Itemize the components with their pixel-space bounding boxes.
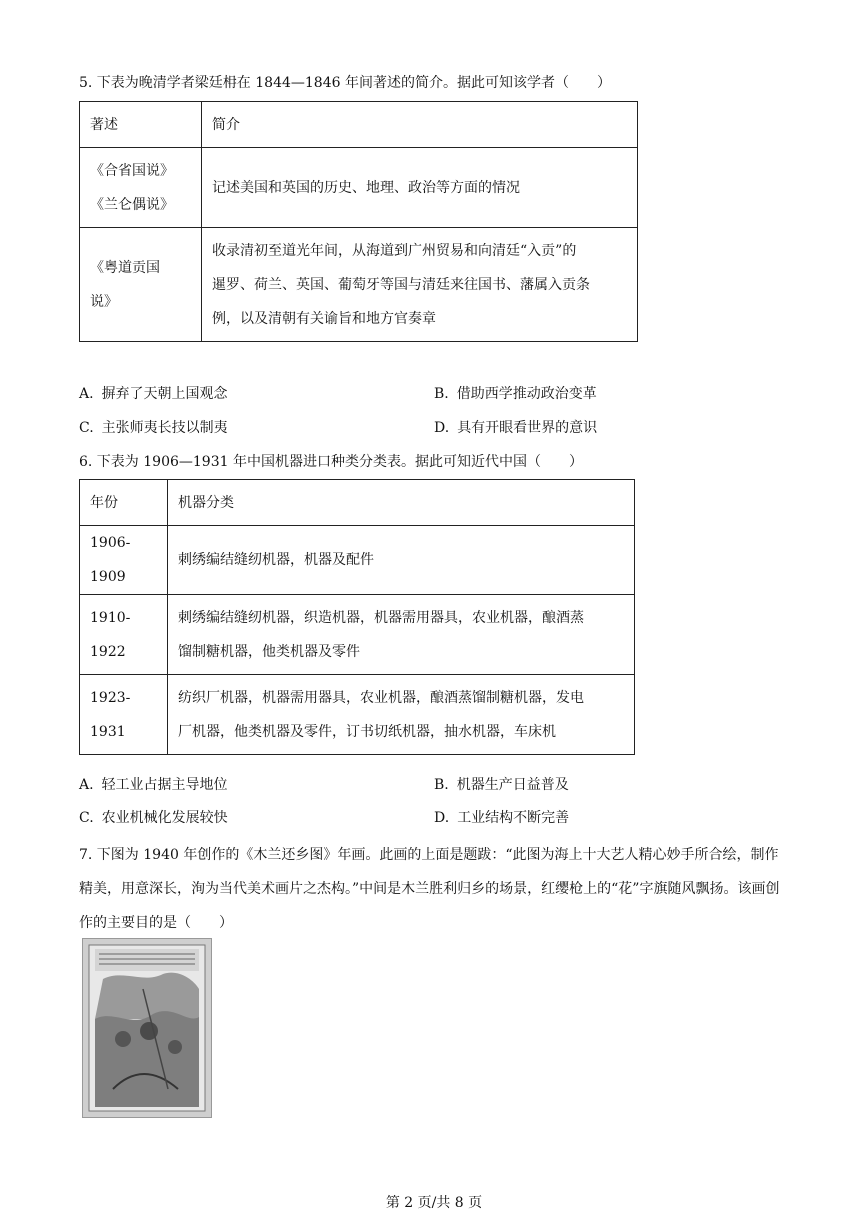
- q5-row2-desc: [202, 228, 638, 342]
- cell-line: 《兰仑偶说》: [90, 196, 174, 213]
- table-row: [80, 102, 638, 148]
- option-letter: C.: [79, 810, 94, 826]
- cell-line: 《合省国说》: [90, 162, 174, 179]
- q5-option-a[interactable]: [79, 384, 228, 404]
- cell-line: 暹罗、荷兰、英国、葡萄牙等国与清廷来往国书、藩属入贡条: [212, 276, 590, 293]
- page-number: 第 2 页/共 8 页: [385, 1195, 483, 1211]
- option-letter: A.: [79, 386, 94, 402]
- cell-line: 刺绣编结缝纫机器，机器及配件: [178, 552, 374, 568]
- q6-row1-year: 1906-1909: [80, 526, 168, 595]
- q6-stem: 6. 下表为 1906—1931 年中国机器进口种类分类表。据此可知近代中国（ ）: [79, 454, 583, 470]
- cell-line: 《粤道贡国: [90, 259, 160, 276]
- option-text: 主张师夷长技以制夷: [101, 420, 228, 436]
- option-text: 摒弃了天朝上国观念: [101, 386, 228, 402]
- q6-row3-desc: [168, 675, 635, 755]
- q5-row1-works: [80, 148, 202, 228]
- cell-line: 刺绣编结缝纫机器，织造机器，机器需用器具，农业机器，酿酒蒸: [178, 609, 584, 626]
- option-letter: D.: [434, 810, 450, 826]
- cell-line: 馏制糖机器，他类机器及零件: [178, 643, 360, 660]
- cell-line: 纺织厂机器，机器需用器具，农业机器，酿酒蒸馏制糖机器，发电: [178, 689, 584, 706]
- option-letter: D.: [434, 420, 450, 436]
- table-row: [80, 526, 635, 595]
- cell-line: 说》: [90, 293, 118, 310]
- q6-row1-desc: [168, 526, 635, 595]
- q5-option-b[interactable]: [434, 384, 597, 404]
- q6-option-a[interactable]: [79, 775, 228, 795]
- q5-option-c[interactable]: [79, 418, 228, 438]
- cell-line: 收录清初至道光年间，从海道到广州贸易和向清廷“入贡”的: [212, 242, 577, 259]
- q7-stem: 7. 下图为 1940 年创作的《木兰还乡图》年画。此画的上面是题跋：“此图为海上十大艺人精心妙手所合绘，制作精美，用意深长，洵为当代美术画片之杰构。”中间是木兰胜利归乡的场景，红缨枪上的“花”字旗随风飘扬。该画创作的主要目的是（ ）: [79, 847, 780, 931]
- option-text: 农业机械化发展较快: [101, 810, 228, 826]
- q6-header-year: 年份: [80, 480, 168, 526]
- q6-option-c[interactable]: [79, 808, 228, 828]
- q6-table: [79, 479, 635, 755]
- table-row: [80, 148, 638, 228]
- option-letter: C.: [79, 420, 94, 436]
- cell-line: 厂机器，他类机器及零件，订书切纸机器，抽水机器，车床机: [178, 723, 556, 740]
- option-text: 机器生产日益普及: [456, 777, 569, 793]
- mulan-painting-image: [82, 938, 212, 1118]
- table-row: [80, 228, 638, 342]
- table-row: [80, 675, 635, 755]
- q5-row1-desc: [202, 148, 638, 228]
- option-letter: A.: [79, 777, 94, 793]
- q6-row2-year: 1910-1922: [80, 595, 168, 675]
- q6-option-b[interactable]: [434, 775, 569, 795]
- option-letter: B.: [434, 386, 449, 402]
- cell-line: 记述美国和英国的历史、地理、政治等方面的情况: [212, 179, 520, 196]
- painting-illustration: [83, 939, 211, 1117]
- option-text: 借助西学推动政治变革: [456, 386, 597, 402]
- q6-row2-desc: [168, 595, 635, 675]
- q6-row3-year: 1923-1931: [80, 675, 168, 755]
- table-row: [80, 595, 635, 675]
- option-text: 具有开眼看世界的意识: [457, 420, 598, 436]
- q5-stem: 5. 下表为晚清学者梁廷枏在 1844—1846 年间著述的简介。据此可知该学者（ ）: [79, 75, 611, 91]
- option-letter: B.: [434, 777, 449, 793]
- q5-table: [79, 101, 638, 342]
- table-row: [80, 480, 635, 526]
- q6-header-desc: 机器分类: [168, 480, 635, 526]
- cell-line: 例，以及清朝有关谕旨和地方官奏章: [212, 310, 436, 327]
- q5-option-d[interactable]: [434, 418, 597, 438]
- option-text: 工业结构不断完善: [457, 810, 570, 826]
- option-text: 轻工业占据主导地位: [101, 777, 228, 793]
- q6-option-d[interactable]: [434, 808, 569, 828]
- q5-header-works: 著述: [80, 102, 202, 148]
- q5-header-desc: 简介: [202, 102, 638, 148]
- q5-row2-works: [80, 228, 202, 342]
